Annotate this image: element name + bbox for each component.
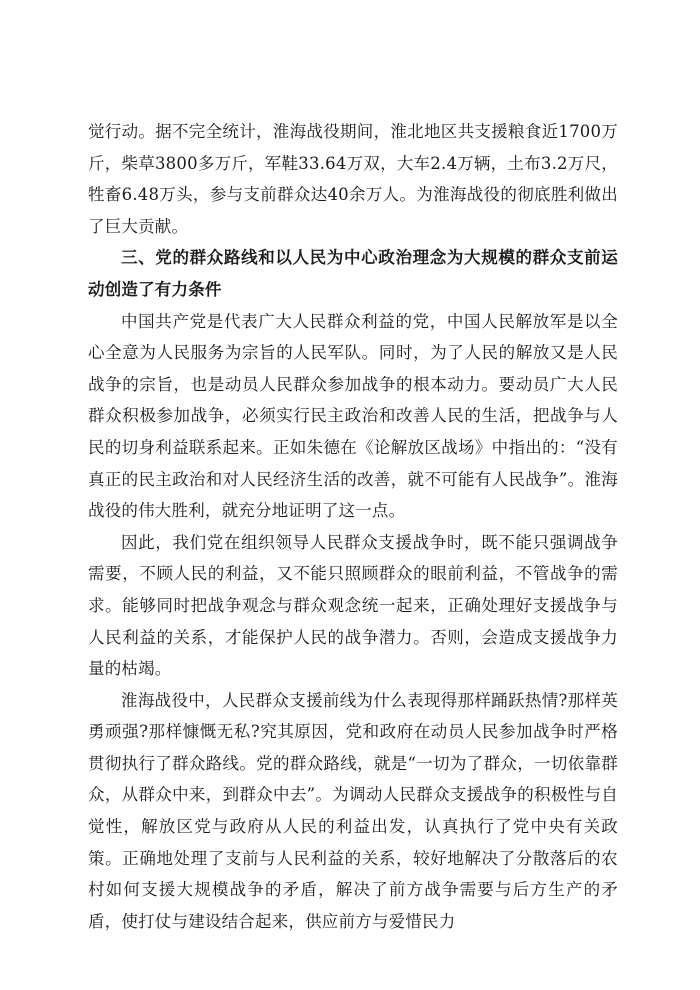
paragraph-body-1: 中国共产党是代表广大人民群众利益的党，中国人民解放军是以全心全意为人民服务为宗旨的人民军队。同时，为了人民的解放又是人民战争的宗旨，也是动员人民群众参加战争的根本动力。要动员广大人民群众积极参加战争，必须实行民主政治和改善人民的生活，把战争与人民的切身利益联系起来。正如朱德在《论解放区战场》中指出的：“没有真正的民主政治和对人民经济生活的改善，就不可能有人民战争”。淮海战役的伟大胜利，就充分地证明了这一点。 [88,311,618,521]
document-page [88,116,618,937]
paragraph-continuation: 觉行动。据不完全统计，淮海战役期间，淮北地区共支援粮食近1700万斤，柴草3800多万斤，军鞋33.64万双，大车2.4万辆，土布3.2万尺，牲畜6.48万头，参与支前群众达40余万人。为淮海战役的彻底胜利做出了巨大贡献。 [88,122,618,236]
paragraph-body-2: 因此，我们党在组织领导人民群众支援战争时，既不能只强调战争需要，不顾人民的利益，又不能只照顾群众的眼前利益，不管战争的需求。能够同时把战争观念与群众观念统一起来，正确处理好支援战争与人民利益的关系，才能保护人民的战争潜力。否则，会造成支援战争力量的枯竭。 [88,532,618,679]
paragraph-body-3: 淮海战役中，人民群众支援前线为什么表现得那样踊跃热情?那样英勇顽强?那样慷慨无私?究其原因，党和政府在动员人民参加战争时严格贯彻执行了群众路线。党的群众路线，就是“一切为了群众，一切依靠群众，从群众中来，到群众中去”。为调动人民群众支援战争的积极性与自觉性，解放区党与政府从人民的利益出发，认真执行了党中央有关政策。正确地处理了支前与人民利益的关系，较好地解决了分散落后的农村如何支援大规模战争的矛盾，解决了前方战争需要与后方生产的矛盾，使打仗与建设结合起来，供应前方与爱惜民力 [88,690,618,931]
section-heading: 三、党的群众路线和以人民为中心政治理念为大规模的群众支前运动创造了有力条件 [88,248,618,299]
